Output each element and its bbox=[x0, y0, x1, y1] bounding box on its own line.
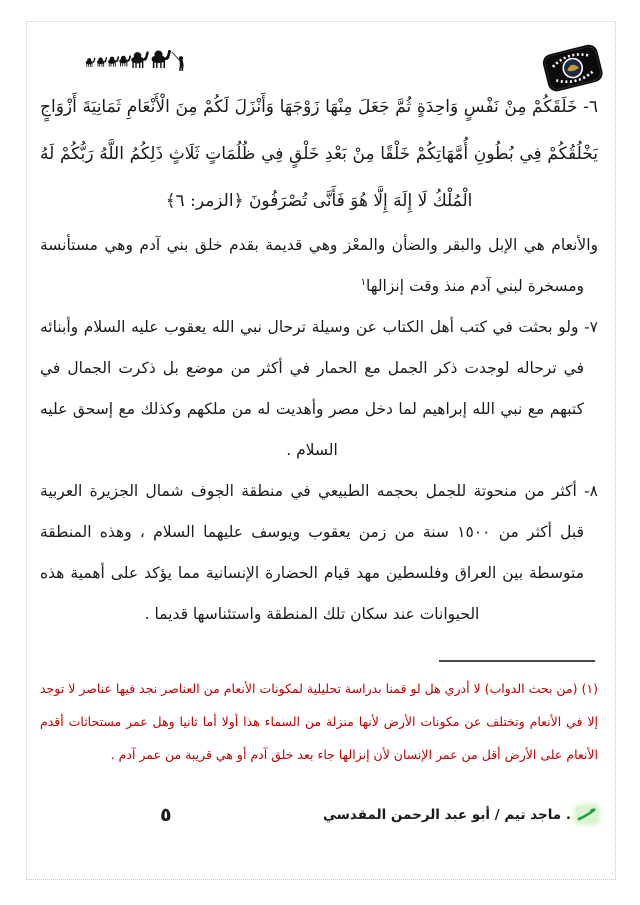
pen-icon bbox=[576, 806, 598, 823]
document-body bbox=[40, 84, 598, 646]
camel-caravan-image bbox=[84, 44, 190, 78]
footnote-reference: ١ bbox=[360, 276, 366, 288]
quran-verse-paragraph: ٦- خَلَقَكُمْ مِنْ نَفْسٍ وَاحِدَةٍ ثُمَّ جَعَلَ مِنْهَا زَوْجَهَا وَأَنْزَلَ لَكُمْ مِنَ الْأَنْعَامِ ثَمَانِيَةَ أَزْوَاجٍ يَخْلُقُكُمْ فِي بُطُونِ أُمَّهَاتِكُمْ خَلْقًا مِنْ بَعْدِ خَلْقٍ فِي ظُلُمَاتٍ ثَلَاثٍ ذَلِكُمُ اللَّهُ رَبُّكُمْ لَهُ الْمُلْكُ لَا إِلَهَ إِلَّا هُوَ فَأَنَّى تُصْرَفُونَ ﴿الزمر: ٦﴾ bbox=[40, 97, 598, 211]
page-number: ٥ bbox=[160, 804, 172, 826]
footnote-marker: (١) bbox=[581, 681, 598, 696]
paragraph-anam-text: والأنعام هي الإبل والبقر والضأن والمعْز وهي قديمة بقدم خلق بني آدم وهي مستأنسة ومسخرة لبني آدم منذ وقت إنزالها bbox=[40, 236, 598, 295]
paragraph-anam bbox=[40, 225, 598, 307]
footnote-body: (من بحث الدواب) لا أدري هل لو قمنا بدراسة تحليلية لمكونات الأنعام من العناصر نجد فيها عناصر لا توجد إلا في الأنعام وتختلف عن مكونات الأرض لأنها منزلة من السماء هذا أولا أما ثانيا وهل عمر مستحاثات أقدم الأنعام على الأرض أقل من عمر الإنسان لأن إنزالها جاء بعد خلق آدم أو هي قريبة من عمر آدم . bbox=[40, 681, 598, 762]
paragraph-item-7: ٧- ولو بحثت في كتب أهل الكتاب عن وسيلة ترحال نبي الله يعقوب عليه السلام وأبنائه في ترحاله لوجدت ذكر الجمل مع الحمار في أكثر من موضع بل ذكرت الجمال في كتبهم مع نبي الله إبراهيم لما دخل مصر وأهديت له من ملكهم وكذلك مع إسحق عليه السلام . bbox=[40, 318, 598, 459]
paragraph-item-8: ٨- أكثر من منحوتة للجمل بحجمه الطبيعي في منطقة الجوف شمال الجزيرة العربية قبل أكثر من ١٥٠٠ سنة من زمن يعقوب ويوسف عليهما السلام ، وهذه المنطقة متوسطة بين العراق وفلسطين مهد قيام الحضارة الإنسانية مما يؤكد على أهمية هذه الحيوانات عند سكان تلك المنطقة واستئناسها قديما . bbox=[40, 482, 598, 623]
footnote-area bbox=[40, 652, 598, 798]
signature-text: . ماجد تيم / أبو عبد الرحمن المقدسي bbox=[323, 806, 571, 823]
footnote-text bbox=[40, 672, 598, 771]
footnote-separator bbox=[439, 660, 595, 662]
author-signature bbox=[323, 806, 598, 823]
